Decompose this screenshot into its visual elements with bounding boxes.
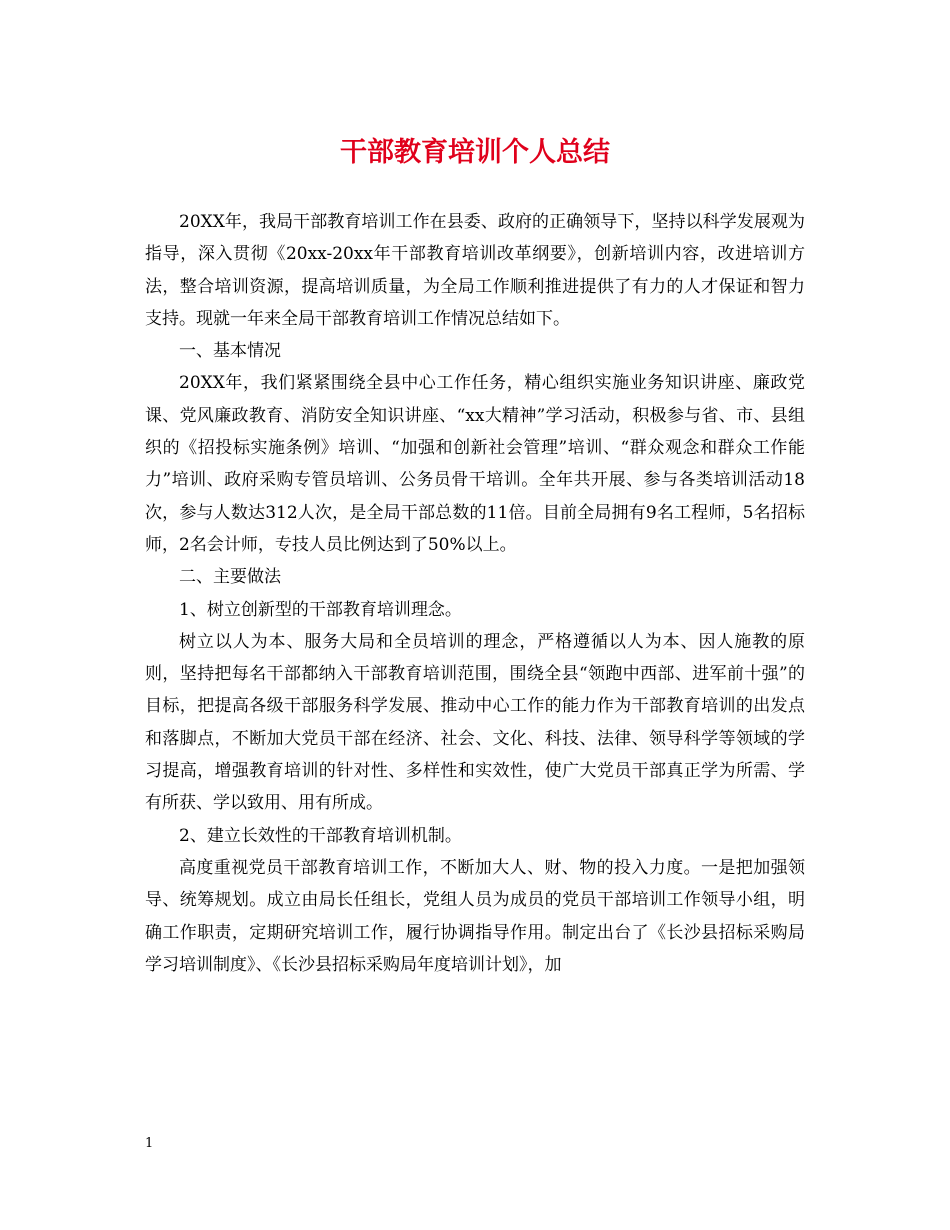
paragraph-training-mechanism: 高度重视党员干部教育培训工作，不断加大人、财、物的投入力度。一是把加强领导、统筹规划。成立由局长任组长，党组人员为成员的党员干部培训工作领导小组，明确工作职责，定期研究培训工作，履行协调指导作用。制定出台了《长沙县招标采购局学习培训制度》、《长沙县招标采购局年度培训计划》，加 (145, 857, 805, 975)
document-body (145, 206, 805, 981)
section-heading-main-practices: 二、主要做法 (179, 567, 281, 588)
paragraph-intro: 20XX年，我局干部教育培训工作在县委、政府的正确领导下，坚持以科学发展观为指导，深入贯彻《20xx-20xx年干部教育培训改革纲要》，创新培训内容，改进培训方法，整合培训资源，提高培训质量，为全局工作顺利推进提供了有力的人才保证和智力支持。现就一年来全局干部教育培训工作情况总结如下。 (145, 212, 805, 329)
section-heading-basic-situation: 一、基本情况 (179, 341, 281, 362)
page-number: 1 (145, 1136, 154, 1151)
subheading-training-mechanism: 2、建立长效性的干部教育培训机制。 (179, 825, 462, 846)
subheading-training-concept: 1、树立创新型的干部教育培训理念。 (179, 599, 462, 620)
paragraph-training-concept: 树立以人为本、服务大局和全员培训的理念，严格遵循以人为本、因人施教的原则，坚持把每名干部都纳入干部教育培训范围，围绕全县“领跑中西部、进军前十强”的目标，把提高各级干部服务科学发展、推动中心工作的能力作为干部教育培训的出发点和落脚点，不断加大党员干部在经济、社会、文化、科技、法律、领导科学等领域的学习提高，增强教育培训的针对性、多样性和实效性，使广大党员干部真正学为所需、学有所获、学以致用、用有所成。 (145, 631, 805, 814)
document-title: 干部教育培训个人总结 (340, 137, 610, 168)
paragraph-basic-situation: 20XX年，我们紧紧围绕全县中心工作任务，精心组织实施业务知识讲座、廉政党课、党风廉政教育、消防安全知识讲座、“xx大精神”学习活动，积极参与省、市、县组织的《招投标实施条例》培训、“加强和创新社会管理”培训、“群众观念和群众工作能力”培训、政府采购专管员培训、公务员骨干培训。全年共开展、参与各类培训活动18次，参与人数达312人次，是全局干部总数的11倍。目前全局拥有9名工程师，5名招标师，2名会计师，专技人员比例达到了50%以上。 (145, 373, 805, 555)
